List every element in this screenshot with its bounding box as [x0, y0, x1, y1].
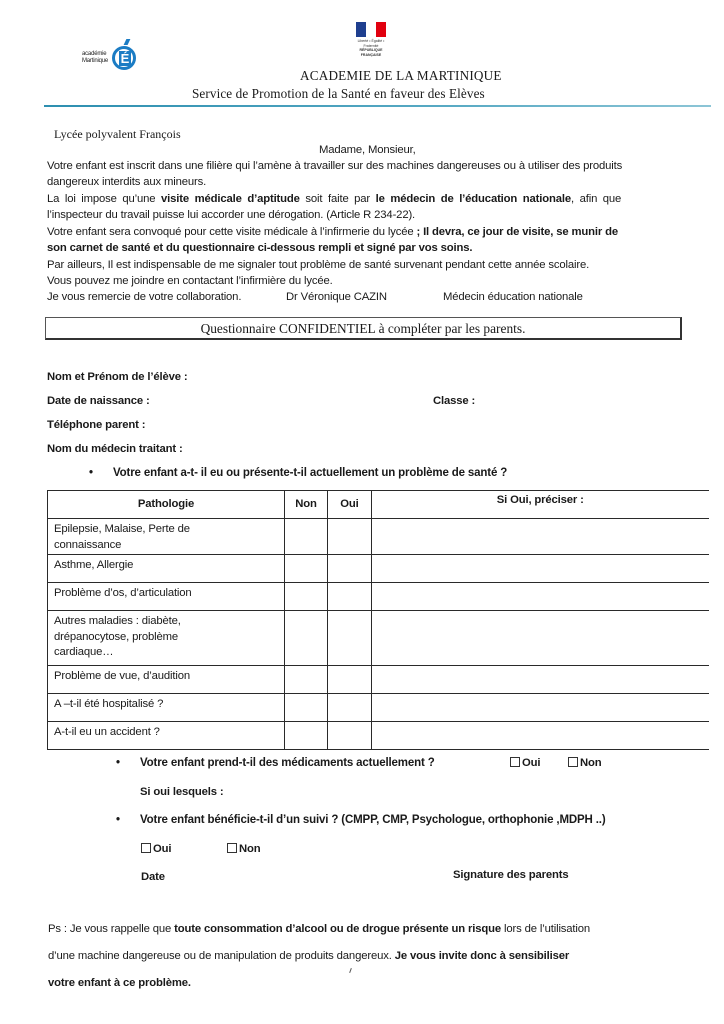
academie-logo-line1: académie: [82, 51, 107, 57]
questionnaire-title: Questionnaire CONFIDENTIEL à compléter par les parents.: [200, 321, 526, 336]
followup-yes-label: Oui: [153, 843, 172, 855]
letter-paragraph-1-line-2: dangereux interdits aux mineurs.: [47, 176, 207, 188]
header-si-oui: Si Oui, préciser :: [372, 491, 709, 519]
p2-bold-visite: visite médicale d’aptitude: [161, 193, 300, 205]
academie-e-icon: [112, 46, 136, 70]
row-details-cell[interactable]: [372, 722, 709, 750]
pathology-table: [47, 490, 709, 750]
doctor-name: Dr Véronique CAZIN: [286, 291, 387, 303]
row-details-cell[interactable]: [372, 666, 709, 694]
row-label: A –t-il été hospitalisé ?: [48, 694, 285, 722]
table-row: [48, 519, 709, 555]
ps-line-3: votre enfant à ce problème.: [48, 977, 191, 989]
field-student-name[interactable]: Nom et Prénom de l’élève :: [47, 371, 188, 383]
ps-line-1: [48, 921, 590, 937]
header-pathologie: Pathologie: [48, 491, 285, 519]
academie-logo-text: [82, 51, 108, 65]
question-health-problem: • Votre enfant a-t- il eu ou présente-t-il actuellement un problème de santé ?: [113, 465, 507, 481]
academie-e-letter: É: [120, 51, 130, 66]
row-details-cell[interactable]: [372, 611, 709, 666]
table-row: [48, 666, 709, 694]
p2-text-e: , afin que: [571, 193, 622, 205]
rf-motto: Liberté • Égalité • Fraternité: [357, 39, 385, 48]
row-non-cell[interactable]: [285, 583, 328, 611]
letter-paragraph-3-line-2: son carnet de santé et du questionnaire ci-dessous rempli et signé par vos soins.: [47, 242, 473, 254]
p2-bold-medecin: le médecin de l’éducation nationale: [375, 193, 572, 205]
doctor-role: Médecin éducation nationale: [443, 291, 583, 303]
republique-francaise-text: [353, 39, 389, 57]
table-row: [48, 555, 709, 583]
row-details-cell[interactable]: [372, 583, 709, 611]
field-date[interactable]: Date: [141, 871, 165, 883]
row-non-cell[interactable]: [285, 555, 328, 583]
row-non-cell[interactable]: [285, 694, 328, 722]
p3-bold-b: ; Il devra, ce jour de visite, se munir de: [416, 226, 618, 238]
field-class[interactable]: Classe :: [433, 395, 476, 407]
questionnaire-title-box: [45, 317, 682, 340]
row-oui-cell[interactable]: [328, 666, 372, 694]
question-followup: • Votre enfant bénéficie-t-il d’un suivi ? (CMPP, CMP, Psychologue, orthophonie ,MDPH ..): [140, 812, 606, 828]
row-oui-cell[interactable]: [328, 611, 372, 666]
row-non-cell[interactable]: [285, 519, 328, 555]
academie-martinique-logo: [82, 40, 142, 80]
page-title: ACADEMIE DE LA MARTINIQUE: [300, 68, 502, 83]
french-flag-icon: [356, 22, 386, 37]
header-oui: Oui: [328, 491, 372, 519]
letter-paragraph-3-line-1: [47, 224, 618, 240]
table-row: [48, 694, 709, 722]
letter-paragraph-2-line-1: [47, 191, 621, 207]
field-parent-signature[interactable]: Signature des parents: [453, 869, 569, 881]
header-non: Non: [285, 491, 328, 519]
republique-francaise-logo: [353, 22, 389, 57]
field-medication-which[interactable]: Si oui lesquels :: [140, 786, 224, 798]
field-parent-phone[interactable]: Téléphone parent :: [47, 419, 146, 431]
letter-paragraph-5: Vous pouvez me joindre en contactant l’infirmière du lycée.: [47, 275, 333, 287]
medication-no-option[interactable]: [568, 755, 602, 771]
table-row: [48, 722, 709, 750]
ps-line2-text: d’une machine dangereuse ou de manipulation de produits dangereux.: [48, 950, 395, 962]
field-doctor-name[interactable]: Nom du médecin traitant :: [47, 443, 183, 455]
ps-text-c: lors de l’utilisation: [501, 923, 591, 935]
academie-accent-icon: [124, 39, 131, 45]
followup-no-option[interactable]: [227, 841, 261, 857]
p2-text-a: La loi impose qu’une: [47, 193, 162, 205]
header-divider: [44, 105, 711, 107]
school-name: Lycée polyvalent François: [54, 127, 181, 141]
row-oui-cell[interactable]: [328, 555, 372, 583]
row-details-cell[interactable]: [372, 555, 709, 583]
field-birthdate[interactable]: Date de naissance :: [47, 395, 150, 407]
table-header-row: [48, 491, 709, 519]
row-details-cell[interactable]: [372, 519, 709, 555]
medication-no-label: Non: [580, 757, 602, 769]
table-row: [48, 583, 709, 611]
row-label: Problème de vue, d’audition: [48, 666, 285, 694]
question-medication: • Votre enfant prend-t-il des médicaments actuellement ?: [140, 755, 435, 771]
letter-paragraph-1-line-1: Votre enfant est inscrit dans une filière qui l’amène à travailler sur des machines dangereuses ou à utiliser des produits: [47, 160, 623, 172]
row-label: Asthme, Allergie: [48, 555, 285, 583]
row-label: Epilepsie, Malaise, Perte de connaissance: [48, 519, 285, 555]
table-row: [48, 611, 709, 666]
checkbox-icon[interactable]: [510, 757, 520, 767]
row-non-cell[interactable]: [285, 666, 328, 694]
checkbox-icon[interactable]: [227, 843, 237, 853]
row-label: Problème d’os, d’articulation: [48, 583, 285, 611]
ps-bold-b: toute consommation d’alcool ou de drogue présente un risque: [174, 923, 502, 935]
followup-no-label: Non: [239, 843, 261, 855]
ps-line2-bold: Je vous invite donc à sensibiliser: [394, 950, 570, 962]
row-non-cell[interactable]: [285, 611, 328, 666]
row-label: Autres maladies : diabète, drépanocytose, problème cardiaque…: [48, 611, 285, 666]
p3-text-a: Votre enfant sera convoqué pour cette visite médicale à l’infirmerie du lycée: [47, 226, 417, 238]
row-non-cell[interactable]: [285, 722, 328, 750]
row-oui-cell[interactable]: [328, 519, 372, 555]
medication-yes-option[interactable]: [510, 755, 540, 771]
page-subtitle: Service de Promotion de la Santé en faveur des Elèves: [192, 86, 485, 101]
letter-paragraph-2-line-2: l’inspecteur du travail puisse lui accorder une dérogation. (Article R 234-22).: [47, 209, 416, 221]
row-oui-cell[interactable]: [328, 694, 372, 722]
letter-paragraph-4: Par ailleurs, Il est indispensable de me signaler tout problème de santé survenant pendant cette année scolaire.: [47, 259, 590, 271]
checkbox-icon[interactable]: [141, 843, 151, 853]
greeting: Madame, Monsieur,: [319, 144, 416, 156]
ps-line-2: [48, 948, 569, 964]
rf-name: RÉPUBLIQUE FRANÇAISE: [359, 48, 383, 57]
followup-yes-option[interactable]: [141, 841, 171, 857]
checkbox-icon[interactable]: [568, 757, 578, 767]
academie-logo-line2: Martinique: [82, 58, 109, 64]
p2-text-c: soit faite par: [299, 193, 376, 205]
scan-mark: [349, 968, 352, 973]
letter-thanks: Je vous remercie de votre collaboration.: [47, 291, 242, 303]
row-details-cell[interactable]: [372, 694, 709, 722]
ps-text-a: Ps : Je vous rappelle que: [48, 923, 175, 935]
row-oui-cell[interactable]: [328, 583, 372, 611]
medication-yes-label: Oui: [522, 757, 541, 769]
row-oui-cell[interactable]: [328, 722, 372, 750]
row-label: A-t-il eu un accident ?: [48, 722, 285, 750]
